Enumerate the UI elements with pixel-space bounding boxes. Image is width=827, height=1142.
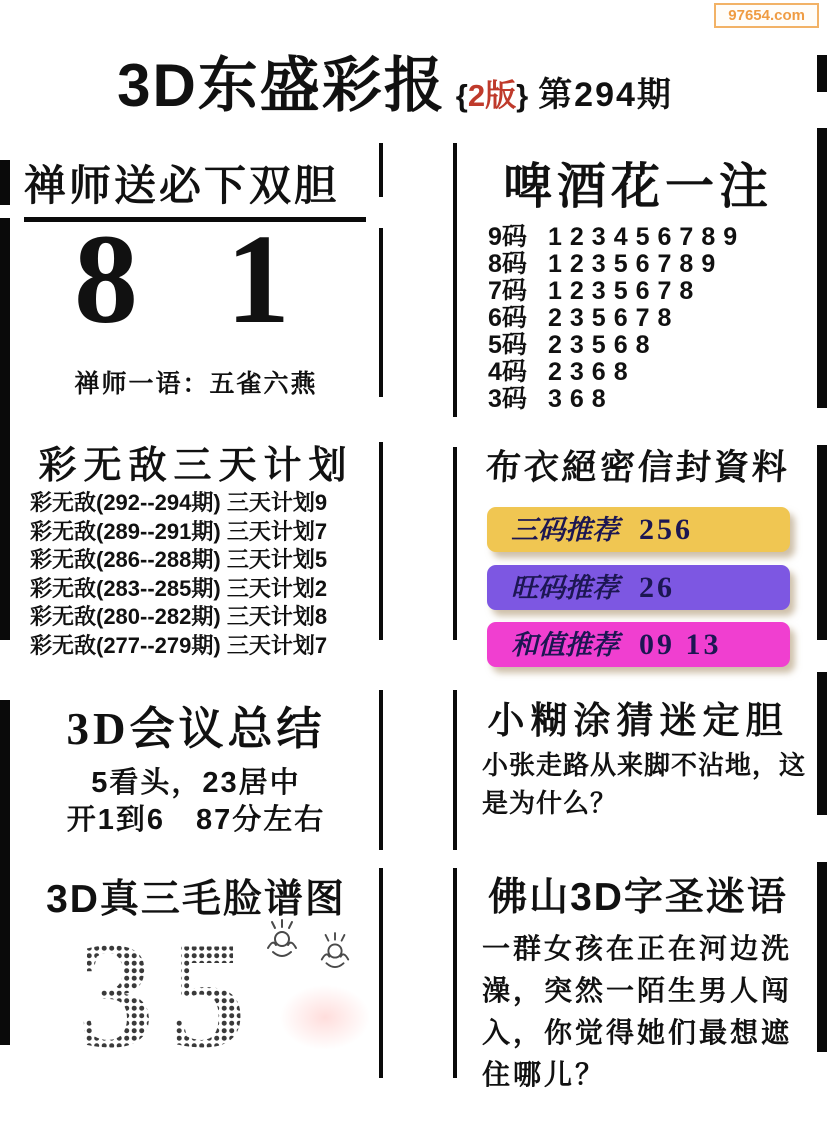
meeting-line: 5看头，23居中 xyxy=(91,767,301,799)
code-digits: 123456789 xyxy=(548,223,746,251)
code-row xyxy=(488,278,808,305)
beer-section-title: 啤酒花一注 xyxy=(502,160,773,214)
code-digits: 235678 xyxy=(548,304,680,332)
bar-label: 三码推荐 xyxy=(511,515,619,545)
recommendation-bar-sum-value xyxy=(487,622,790,667)
code-count: 3码 xyxy=(488,385,527,413)
divider xyxy=(379,143,383,197)
riddle2-text: 一群女孩在正在河边洗澡，突然一陌生男人闯入，你觉得她们最想遮住哪儿？ xyxy=(482,933,793,1090)
plan-row: 彩无敌(277--279期) 三天计划7 xyxy=(30,632,328,658)
riddle1-section-title: 小糊涂猜迷定胆 xyxy=(487,700,789,741)
meeting-line: 开1到6 87分左右 xyxy=(66,804,326,836)
plan-list xyxy=(30,489,375,660)
code-digits: 12356789 xyxy=(548,250,724,278)
envelope-section-title: 布衣絕密信封資料 xyxy=(484,448,791,487)
divider xyxy=(0,160,10,205)
bar-label: 和值推荐 xyxy=(511,630,619,660)
divider xyxy=(379,690,383,850)
code-row xyxy=(488,305,808,332)
code-digits: 2368 xyxy=(548,358,636,386)
code-count: 5码 xyxy=(488,331,527,359)
bar-label: 旺码推荐 xyxy=(511,573,619,603)
recommendation-bar-hot-code xyxy=(487,565,790,610)
code-count: 8码 xyxy=(488,250,527,278)
zen-section-title: 禅师送必下双胆 xyxy=(24,153,366,222)
code-digits: 23568 xyxy=(548,331,658,359)
plan-row: 彩无敌(286--288期) 三天计划5 xyxy=(30,547,328,572)
code-count: 4码 xyxy=(488,358,527,386)
divider xyxy=(379,228,383,397)
code-digits: 368 xyxy=(548,385,614,413)
code-row xyxy=(488,251,808,278)
edition-number: 2版 xyxy=(467,78,517,113)
code-digits: 1235678 xyxy=(548,277,702,305)
face-chart-section-title: 3D真三毛脸谱图 xyxy=(46,878,346,921)
code-row xyxy=(488,359,808,386)
issue-number: 第294期 xyxy=(538,76,673,114)
divider xyxy=(379,442,383,640)
plan-row: 彩无敌(283--285期) 三天计划2 xyxy=(30,575,328,601)
divider xyxy=(817,128,827,408)
plan-section-title: 彩无敌三天计划 xyxy=(38,445,354,487)
divider xyxy=(817,55,827,92)
brace-close: } xyxy=(516,78,529,113)
recommendation-bar-three-codes xyxy=(487,507,790,552)
meeting-section-title: 3D会议总结 xyxy=(66,704,326,754)
zen-double-number: 8 1 xyxy=(74,208,318,350)
paper-title: 3D东盛彩报 xyxy=(117,52,446,119)
divider xyxy=(453,143,457,417)
divider xyxy=(817,445,827,640)
bar-value: 26 xyxy=(639,571,675,604)
plan-row: 彩无敌(292--294期) 三天计划9 xyxy=(30,490,328,515)
divider xyxy=(817,862,827,1052)
svg-text:3: 3 xyxy=(78,922,154,1060)
bar-value: 256 xyxy=(639,513,693,546)
beer-code-list xyxy=(488,224,808,413)
code-row xyxy=(488,332,808,359)
masthead xyxy=(0,38,790,124)
plan-row: 彩无敌(280--282期) 三天计划8 xyxy=(30,604,328,629)
divider xyxy=(453,447,457,640)
edition-tag xyxy=(456,70,528,115)
svg-text:5: 5 xyxy=(170,922,246,1060)
cheering-face-doodle-icon xyxy=(264,918,300,965)
code-count: 7码 xyxy=(488,277,527,305)
pink-scan-smudge xyxy=(280,985,370,1050)
bar-value: 09 13 xyxy=(639,628,722,661)
code-count: 9码 xyxy=(488,223,527,251)
divider xyxy=(0,218,10,640)
riddle2-section-title: 佛山3D字圣迷语 xyxy=(488,876,788,919)
divider xyxy=(453,868,457,1078)
code-row xyxy=(488,386,808,413)
code-row xyxy=(488,224,808,251)
divider xyxy=(453,690,457,850)
plan-row: 彩无敌(289--291期) 三天计划7 xyxy=(30,518,328,544)
brace-open: { xyxy=(455,78,468,113)
stippled-number-35 xyxy=(78,922,258,1065)
zen-caption: 禅师一语：五雀六燕 xyxy=(74,370,318,398)
divider xyxy=(0,700,10,1045)
cheering-face-doodle-icon xyxy=(318,931,352,976)
site-badge: 97654.com xyxy=(714,3,819,28)
divider xyxy=(817,672,827,815)
riddle1-text: 小张走路从来脚不沾地，这是为什么？ xyxy=(482,750,807,818)
code-count: 6码 xyxy=(488,304,527,332)
divider xyxy=(379,868,383,1078)
